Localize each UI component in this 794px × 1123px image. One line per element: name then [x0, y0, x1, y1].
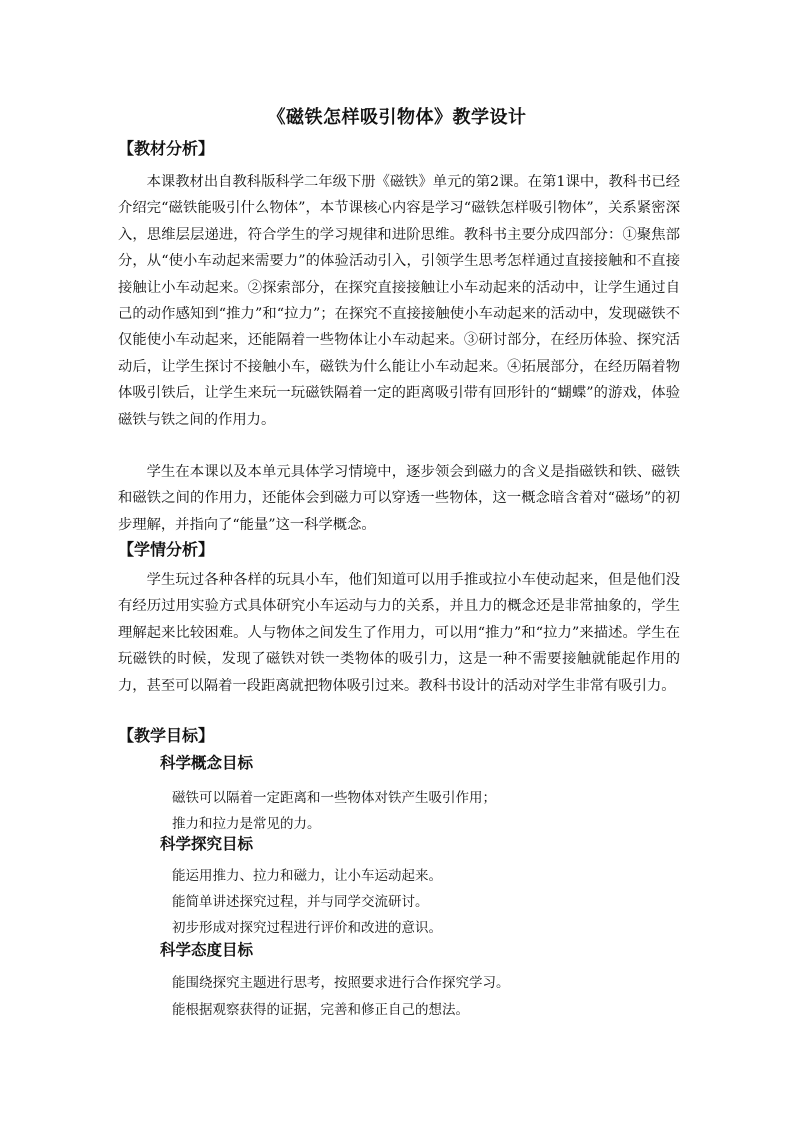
subheading-concept-goals: 科学概念目标: [160, 754, 254, 772]
concept-goal-item: 磁铁可以隔着一定距离和一些物体对铁产生吸引作用；: [172, 790, 496, 806]
paragraph-textbook-2: 学生在本课以及本单元具体学习情境中，逐步领会到磁力的含义是指磁铁和铁、磁铁和磁铁之间的作用力，还能体会到磁力可以穿透一些物体，这一概念暗含着对“磁场”的初步理解，并指向了“能量”这一科学概念。: [118, 464, 680, 533]
paragraph-students-1: 学生玩过各种各样的玩具小车，他们知道可以用手推或拉小车使动起来，但是他们没有经历过用实验方式具体研究小车运动与力的关系，并且力的概念还是非常抽象的，学生理解起来比较困难。人与物体之间发生了作用力，可以用“推力”和“拉力”来描述。学生在玩磁铁的时候，发现了磁铁对铁一类物体的吸引力，这是一种不需要接触就能起作用的力，甚至可以隔着一段距离就把物体吸引过来。教科书设计的活动对学生非常有吸引力。: [118, 572, 680, 694]
inquiry-goal-item: 能运用推力、拉力和磁力，让小车运动起来。: [172, 868, 442, 884]
attitude-goal-item: 能围绕探究主题进行思考，按照要求进行合作探究学习。: [172, 975, 510, 991]
subheading-attitude-goals: 科学态度目标: [160, 941, 254, 959]
heading-teaching-goals: 【教学目标】: [118, 726, 215, 745]
attitude-goal-item: 能根据观察获得的证据，完善和修正自己的想法。: [172, 1002, 469, 1018]
concept-goal-item: 推力和拉力是常见的力。: [172, 816, 321, 832]
inquiry-goal-item: 能简单讲述探究过程，并与同学交流研讨。: [172, 894, 429, 910]
inquiry-goal-item: 初步形成对探究过程进行评价和改进的意识。: [172, 920, 442, 936]
subheading-inquiry-goals: 科学探究目标: [160, 835, 254, 853]
heading-textbook-analysis: 【教材分析】: [118, 139, 215, 158]
page-title: 《磁铁怎样吸引物体》教学设计: [267, 107, 527, 128]
paragraph-textbook-1: 本课教材出自教科版科学二年级下册《磁铁》单元的第2课。在第1课中，教科书已经介绍完“磁铁能吸引什么物体”，本节课核心内容是学习“磁铁怎样吸引物体”，关系紧密深入，思维层层递进，符合学生的学习规律和进阶思维。教科书主要分成四部分：①聚焦部分，从“使小车动起来需要力”的体验活动引入，引领学生思考怎样通过直接接触和不直接接触让小车动起来。②探索部分，在探究直接接触让小车动起来的活动中，让学生通过自己的动作感知到“推力”和“拉力”；在探究不直接接触使小车动起来的活动中，发现磁铁不仅能使小车动起来，还能隔着一些物体让小车动起来。③研讨部分，在经历体验、探究活动后，让学生探讨不接触小车，磁铁为什么能让小车动起来。④拓展部分，在经历隔着物体吸引铁后，让学生来玩一玩磁铁隔着一定的距离吸引带有回形针的“蝴蝶”的游戏，体验磁铁与铁之间的作用力。: [118, 174, 680, 428]
heading-student-analysis: 【学情分析】: [118, 540, 215, 559]
